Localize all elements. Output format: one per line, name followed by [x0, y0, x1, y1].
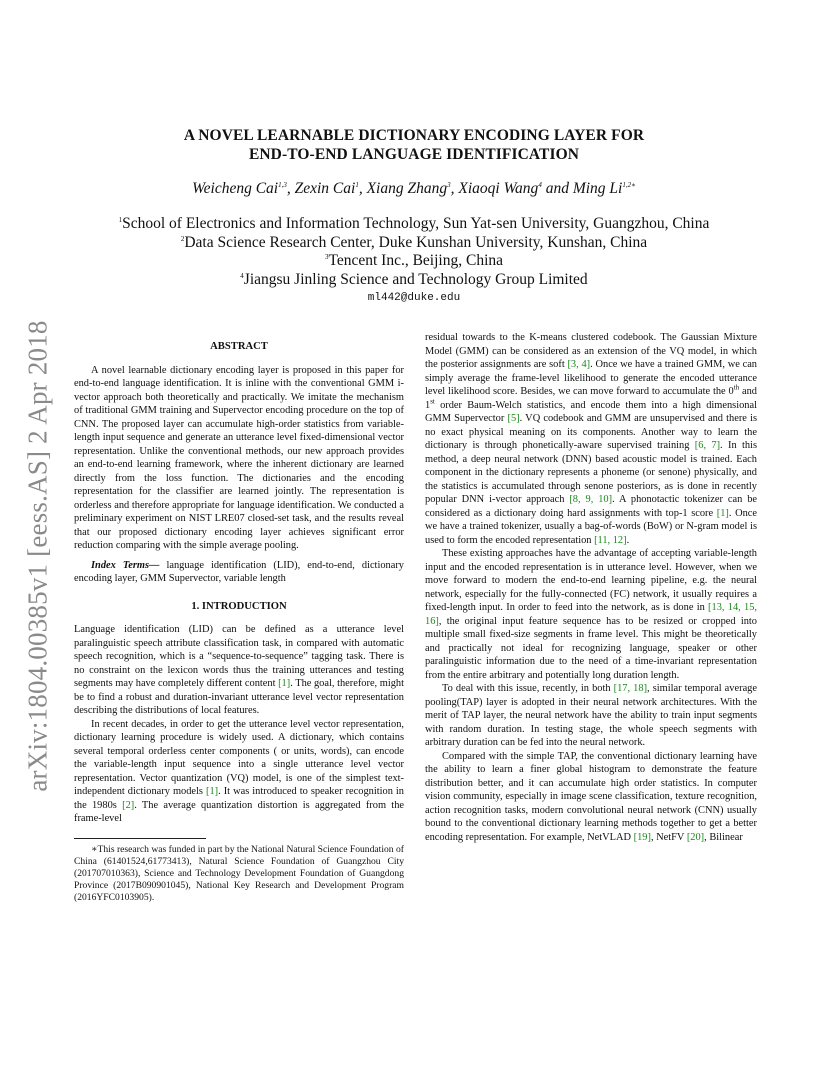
intro-paragraph-1: Language identification (LID) can be defined as a utterance level paralinguistic speech attribute classification task, in compared with automatic speech recognition, which is a “sequence-to-sequence” tagging task. There is no constraint on the lexicon words thus the training utterances and testing segments may have completely different content [1]. The goal, therefore, might be to find a robust and duration-invariant utterance level vector representation describing the distributions of local features.	[74, 624, 404, 716]
author-name: Ming Li	[572, 180, 623, 197]
citation-link[interactable]: [1]	[278, 678, 291, 689]
affiliation-sup: 2	[180, 234, 185, 243]
left-column	[74, 340, 404, 905]
author-affil-sup: 4	[538, 180, 542, 189]
citation-link[interactable]: [13, 14, 15, 16]	[425, 602, 757, 627]
right-paragraph-3: To deal with this issue, recently, in both [17, 18], similar temporal average pooling(TAP) layer is adopted in their neural network architectures. With the merit of TAP layer, the neural network have the ability to train input segments with random duration. In testing stage, the whole speech segments with arbitrary duration can be fed into the neural network.	[425, 683, 757, 748]
affiliation	[60, 233, 768, 252]
citation-link[interactable]: [1]	[716, 507, 729, 519]
citation-link[interactable]: [2]	[122, 799, 135, 811]
affiliation-text: School of Electronics and Information Technology, Sun Yat-sen University, Guangzhou, China	[122, 215, 710, 232]
author-affil-sup: 3	[447, 180, 451, 189]
affiliation-sup: 4	[240, 271, 244, 280]
citation-link[interactable]: [8, 9, 10]	[569, 494, 613, 505]
affiliation-sup: 1	[118, 215, 123, 224]
citation-link[interactable]: [17, 18]	[613, 683, 648, 694]
title-line-2: END-TO-END LANGUAGE IDENTIFICATION	[248, 146, 580, 163]
right-paragraph-4: Compared with the simple TAP, the conventional dictionary learning have the ability to learn a finer global histogram to demonstrate the feature distribution better, and it can accumulate high order statistics. In computer vision community, especially in image scene classification, texture recognition, action recognition tasks, modern convolutional neural network (CNN) usually bound to the conventional dictionary learning methods together to get a better encoding representation. For example, NetVLAD [19], NetFV [20], Bilinear	[425, 750, 757, 843]
contact-email[interactable]: ml442@duke.edu	[367, 292, 461, 304]
funding-footnote: ∗This research was funded in part by the National Natural Science Foundation of China (61401524,61773413), Natural Science Foundation of Guangzhou City (201707010363), Science and Technology Development Foundation of Guangdong Province (2017B090901045), National Key Research and Development Program (2016YFC0103905).	[74, 843, 404, 904]
affiliation-text: Data Science Research Center, Duke Kunshan University, Kunshan, China	[184, 233, 648, 251]
index-terms	[74, 559, 404, 586]
citation-link[interactable]: [5]	[507, 413, 520, 424]
author-affil-sup: 1,2∗	[622, 180, 636, 189]
affiliation-list	[60, 214, 768, 288]
citation-link[interactable]: [1]	[205, 786, 219, 797]
citation-link[interactable]: [3, 4]	[567, 359, 591, 370]
affiliation	[60, 270, 768, 289]
affiliation-text: Tencent Inc., Beijing, China	[328, 252, 504, 269]
paper-title	[60, 126, 768, 164]
author-list: Weicheng Cai$^{1,3}$, Zexin Cai$^1$, Xiang Zhang$^3$, Xiaoqi Wang$^4$ and Ming $Li^{1,2∗}$	[192, 180, 636, 197]
citation-link[interactable]: [11, 12]	[594, 534, 627, 546]
author-name: Xiaoqi Wang	[458, 180, 539, 197]
affiliation	[60, 214, 768, 233]
intro-paragraph-2: In recent decades, in order to get the utterance level vector representation, dictionary learning procedure is widely used. A dictionary, which contains several temporal orderless center components ( or units, words), can encode the variable-length input sequence into a single utterance level vector representation. Vector quantization (VQ) model, is one of the simplest text-independent dictionary models [1]. It was introduced to speaker recognition in the 1980s [2]. The average quantization distortion is aggregated from the frame-level	[74, 718, 405, 824]
footnote-rule	[74, 838, 206, 839]
author-affil-sup: 1	[355, 180, 359, 189]
arxiv-identifier-text: arXiv:1804.00385v1 [eess.AS] 2 Apr 2018	[22, 320, 53, 792]
abstract-heading: ABSTRACT	[210, 341, 268, 352]
affiliation-sup: 3	[324, 252, 329, 261]
author-name: Weicheng Cai	[192, 180, 279, 197]
citation-link[interactable]: [20]	[686, 831, 705, 843]
citation-link[interactable]: [6, 7]	[694, 440, 721, 451]
arxiv-identifier	[12, 276, 64, 836]
index-terms-label: Index Terms—	[91, 559, 160, 571]
abstract-text: A novel learnable dictionary encoding layer is proposed in this paper for end-to-end language identification. It is inline with the conventional GMM i-vector approach both theoretically and practically. We imitate the mechanism of traditional GMM training and Supervector encoding procedure on the top of CNN. The proposed layer can accumulate high-order statistics from variable-length input sequence and generate an utterance level fixed-dimensional vector representation. Unlike the conventional methods, our new approach provides an end-to-end learning framework, where the inherent dictionary are learned directly from the loss function. The dictionaries and the encoding representation for the classifier are learned jointly. The representation is orderless and therefore appropriate for language identification. We conducted a preliminary experiment on NIST LRE07 closed-set task, and the results reveal that our proposed dictionary encoding layer achieves significant error reduction comparing with the simple average pooling.	[74, 364, 404, 551]
affiliation	[60, 251, 768, 270]
author-affil-sup: 1,3	[278, 180, 287, 189]
introduction-heading: 1. INTRODUCTION	[191, 600, 287, 612]
right-paragraph-2: These existing approaches have the advantage of accepting variable-length input and the encoded representation is in utterance level. However, when we move forward to modern the end-to-end learning pipeline, e.g. the neural network, especially for the fully-connected (FC) network, it usually requires a fixed-length input. In order to feed into the network, as is done in [13, 14, 15, 16], the original input feature sequence has to be resized or cropped into multiple small fixed-size segments in frame level. This might be theoretically and practically not ideal for recognizing language, speaker or other paralinguistic information due to the need of a time-invariant representation from the entire arbitrary and potentially long duration length.	[425, 548, 757, 681]
affiliation-text: Jiangsu Jinling Science and Technology Group Limited	[243, 270, 588, 288]
citation-link[interactable]: [19]	[633, 831, 651, 843]
author-name: Xiang Zhang	[366, 180, 448, 197]
author-name: Zexin Cai	[294, 180, 356, 197]
index-terms-text: language identification (LID), end-to-end, dictionary encoding layer, GMM Supervector, variable length	[74, 559, 404, 584]
right-paragraph-1: residual towards to the K-means clustered codebook. The Gaussian Mixture Model (GMM) can be considered as an extension of the VQ model, in which the posterior assignments are soft [3, 4]. Once we have a trained GMM, we can simply average the frame-level likelihood to generate the encoded utterance level likelihood score. Besides, we can move forward to accumulate the 0th and 1st order Baum-Welch statistics, and encode them into a high dimensional GMM Supervector [5]. VQ codebook and GMM are unsupervised and there is no exact physical meaning on its components. Another way to learn the dictionary is through phonetically-aware supervised training [6, 7]. In this method, a deep neural network (DNN) based acoustic model is trained. Each component in the dictionary represents a phoneme (or senone) physically, and the statistics is accumulated through senone posteriors, as is done in recently popular DNN i-vector approach [8, 9, 10]. A phonotactic tokenizer can be considered as a dictionary doing hard assignments with top-1 score [1]. Once we have a trained tokenizer, usually a bag-of-words (BoW) or N-gram model is used to form the encoded representation [11, 12].	[425, 332, 758, 546]
right-column	[425, 331, 757, 844]
title-line-1: A NOVEL LEARNABLE DICTIONARY ENCODING LAYER FOR	[183, 127, 645, 144]
